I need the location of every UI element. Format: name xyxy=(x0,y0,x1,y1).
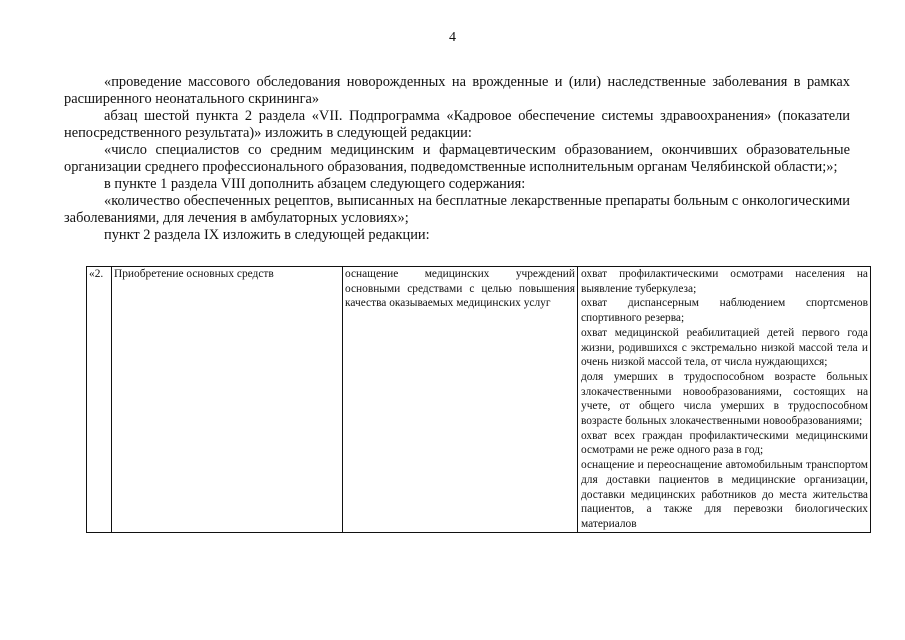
amendment-table xyxy=(86,266,871,533)
indicator-item: охват всех граждан профилактическими медицинскими осмотрами не реже одного раза в год; xyxy=(581,429,868,457)
indicator-item: охват диспансерным наблюдением спортсменов спортивного резерва; xyxy=(581,297,868,325)
paragraph: абзац шестой пункта 2 раздела «VII. Подпрограмма «Кадровое обеспечение системы здравоохранения» (показатели непосредственного результата)» изложить в следующей редакции: xyxy=(64,108,850,141)
indicator-item: оснащение и переоснащение автомобильным транспортом для доставки пациентов в медицинские организации, доставки медицинских работников до места жительства пациентов, а также для перевозки биологических материалов xyxy=(581,459,868,530)
paragraph: пункт 2 раздела IX изложить в следующей редакции: xyxy=(104,227,430,243)
row-number-cell: «2. xyxy=(87,267,112,533)
indicator-item: доля умерших в трудоспособном возрасте больных злокачественными новообразованиями, состоящих на учете, от общего числа умерших в трудоспособном возрасте больных злокачественными новообразованиями; xyxy=(581,370,868,428)
indicators-cell xyxy=(578,267,871,533)
document-body xyxy=(64,74,850,244)
indicator-item: охват профилактическими осмотрами населения на выявление туберкулеза; xyxy=(581,268,868,295)
page-number: 4 xyxy=(449,30,456,45)
indicator-item: охват медицинской реабилитацией детей первого года жизни, родившихся с экстремально низкой массой тела и очень низкой массой тела, от числа нуждающихся; xyxy=(581,326,868,369)
paragraph: «проведение массового обследования новорожденных на врожденные и (или) наследственные заболевания в рамках расширенного неонатального скрининга» xyxy=(64,74,850,107)
paragraph: в пункте 1 раздела VIII дополнить абзацем следующего содержания: xyxy=(104,176,526,192)
paragraph: «количество обеспеченных рецептов, выписанных на бесплатные лекарственные препараты больным с онкологическими заболеваниями, для лечения в амбулаторных условиях»; xyxy=(64,193,850,226)
activity-name-cell: Приобретение основных средств xyxy=(112,267,343,533)
table-row xyxy=(87,267,871,533)
activity-direction-cell: оснащение медицинских учреждений основными средствами с целью повышения качества оказываемых медицинских услуг xyxy=(343,267,578,533)
paragraph: «число специалистов со средним медицинским и фармацевтическим образованием, окончивших образовательные организации среднего профессионального образования, подведомственные исполнительным органам Челябинской области;»; xyxy=(64,142,850,175)
